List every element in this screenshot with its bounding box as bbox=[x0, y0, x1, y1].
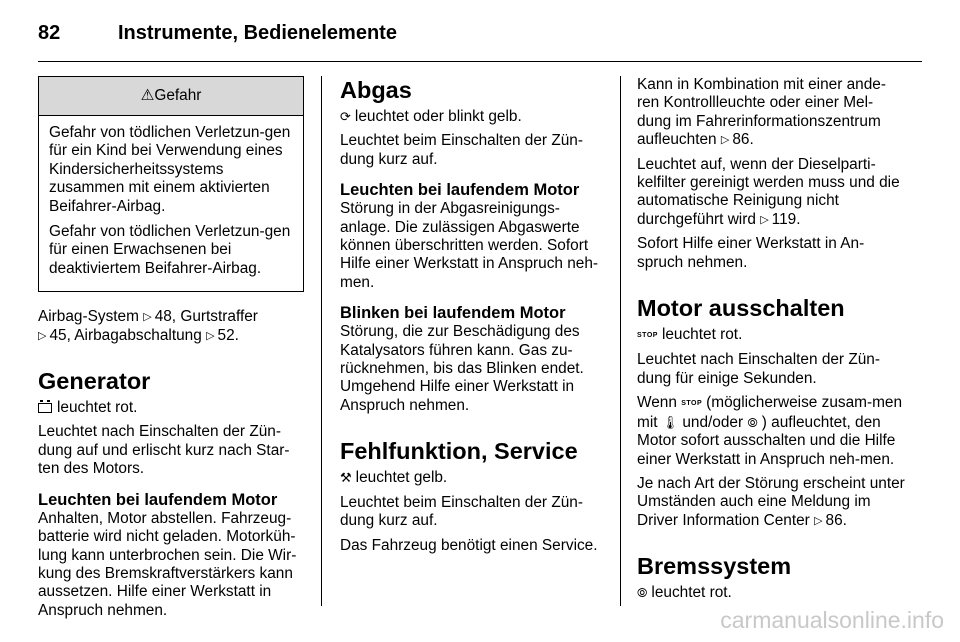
reference-arrow-icon: ▷ bbox=[206, 329, 215, 342]
watermark: carmanualsonline.info bbox=[720, 607, 944, 633]
motor-text-1: Leuchtet nach Einschalten der Zün-dung für einige Sekunden. bbox=[637, 351, 880, 387]
battery-icon bbox=[38, 403, 52, 413]
column-divider bbox=[620, 76, 621, 606]
abgas-text-2: Störung in der Abgasreinigungs-anlage. Die zulässigen Abgaswerte können überschritten werden. Sofort Hilfe einer Werkstatt in Anspruch neh-men. bbox=[340, 200, 599, 291]
heading-generator: Generator bbox=[38, 368, 151, 395]
generator-status: leuchtet rot. bbox=[38, 399, 304, 417]
column-1 bbox=[38, 76, 304, 626]
page-number: 82 bbox=[38, 22, 61, 44]
link-page-86-b[interactable]: 86. bbox=[825, 511, 847, 529]
reference-arrow-icon: ▷ bbox=[720, 134, 730, 147]
heading-abgas-running: Leuchten bei laufendem Motor bbox=[340, 181, 580, 200]
service-status: ⚒ leuchtet gelb. bbox=[340, 469, 448, 487]
abgas-status: ⟳ leuchtet oder blinkt gelb. bbox=[340, 108, 522, 125]
warning-icon: ⚠ bbox=[140, 87, 155, 104]
reference-arrow-icon: ▷ bbox=[38, 329, 47, 342]
col3-text-1: Kann in Kombination mit einer ande-ren Kontrollleuchte oder einer Mel-dung im Fahrerinformationszentrum aufleuchten ▷ 86. bbox=[637, 76, 886, 149]
abgas-text-1: Leuchtet beim Einschalten der Zün-dung kurz auf. bbox=[340, 132, 583, 168]
wrench-icon: ⚒ bbox=[340, 470, 352, 486]
heading-service: Fehlfunktion, Service bbox=[340, 438, 578, 465]
warning-box bbox=[38, 76, 304, 292]
stop-icon: STOP bbox=[637, 332, 658, 340]
generator-text-1: Leuchtet nach Einschalten der Zün-dung auf und erlischt kurz nach Star-ten des Motors. bbox=[38, 423, 290, 478]
link-page-119[interactable]: 119. bbox=[771, 210, 801, 228]
heading-abgas: Abgas bbox=[340, 77, 412, 103]
page-header bbox=[38, 22, 397, 45]
brake-warning-icon: ⦾ bbox=[747, 414, 758, 430]
col3-text-2: Leuchtet auf, wenn der Dieselparti-kelfilter gereinigt werden muss und die automatische Reinigung nicht durchgeführt wird ▷ 119. bbox=[637, 155, 900, 228]
column-2 bbox=[340, 76, 608, 561]
engine-check-icon: ⟳ bbox=[340, 109, 351, 124]
header-rule bbox=[38, 61, 922, 62]
heading-bremssystem: Bremssystem bbox=[637, 553, 792, 580]
column-3 bbox=[637, 76, 905, 609]
heading-motor-ausschalten: Motor ausschalten bbox=[637, 295, 845, 322]
link-airbagabschaltung[interactable]: 52. bbox=[217, 326, 239, 344]
motor-text-2: Wenn STOP (möglicherweise zusam-men mit 🌡 und/oder ⦾ ) aufleuchtet, den Motor sofort ausschalten und die Hilfe einer Werkstatt in Anspruch neh-men. bbox=[637, 394, 903, 468]
heading-abgas-blink: Blinken bei laufendem Motor bbox=[340, 304, 566, 323]
warning-text-2: Gefahr von tödlichen Verletzun-gen für einen Erwachsenen bei deaktiviertem Beifahrer-Airbag. bbox=[49, 223, 291, 277]
warning-text-1: Gefahr von tödlichen Verletzun-gen für ein Kind bei Verwendung eines Kindersicherheitssystems zusammen mit einem aktivierten Beifahrer-Airbag. bbox=[49, 124, 291, 215]
motor-text-3: Je nach Art der Störung erscheint unter Umständen auch eine Meldung im Driver Information Center ▷ 86. bbox=[637, 474, 905, 529]
brake-status: ⦾ leuchtet rot. bbox=[637, 584, 732, 602]
generator-text-2: Anhalten, Motor abstellen. Fahrzeug-batterie wird nicht geladen. Motorküh-lung kann unterbrochen sein. Die Wir-kung des Bremskraftverstärkers kann aussetzen. Hilfe einer Werkstatt in Anspruch nehmen. bbox=[38, 509, 297, 619]
abgas-text-3: Störung, die zur Beschädigung des Katalysators führen kann. Gas zu-rücknehmen, bis das Blinken endet. Umgehend Hilfe einer Werkstatt in Anspruch nehmen. bbox=[340, 323, 584, 414]
warning-title: Gefahr bbox=[154, 87, 202, 104]
column-divider bbox=[321, 76, 322, 606]
coolant-temperature-icon: 🌡 bbox=[661, 414, 679, 430]
warning-header bbox=[39, 77, 303, 116]
service-text-2: Das Fahrzeug benötigt einen Service. bbox=[340, 536, 598, 554]
service-text-1: Leuchtet beim Einschalten der Zün-dung kurz auf. bbox=[340, 493, 583, 530]
reference-arrow-icon: ▷ bbox=[143, 311, 152, 324]
link-page-86[interactable]: 86. bbox=[732, 131, 754, 149]
airbag-references: Airbag-System ▷ 48, Gurtstraffer ▷ 45, Airbagabschaltung ▷ 52. bbox=[38, 308, 258, 344]
reference-arrow-icon: ▷ bbox=[760, 213, 769, 226]
link-airbag-system[interactable]: 48, Gurtstraffer bbox=[154, 308, 258, 326]
page-title: Instrumente, Bedienelemente bbox=[118, 22, 397, 44]
motor-status: STOP leuchtet rot. bbox=[637, 326, 743, 344]
brake-warning-icon: ⦾ bbox=[637, 585, 648, 601]
heading-generator-running: Leuchten bei laufendem Motor bbox=[38, 490, 278, 509]
link-gurtstraffer[interactable]: 45, Airbagabschaltung bbox=[49, 326, 202, 344]
stop-icon: STOP bbox=[681, 400, 703, 408]
col3-text-3: Sofort Hilfe einer Werkstatt in An-spruch nehmen. bbox=[637, 235, 865, 271]
reference-arrow-icon: ▷ bbox=[814, 514, 823, 527]
